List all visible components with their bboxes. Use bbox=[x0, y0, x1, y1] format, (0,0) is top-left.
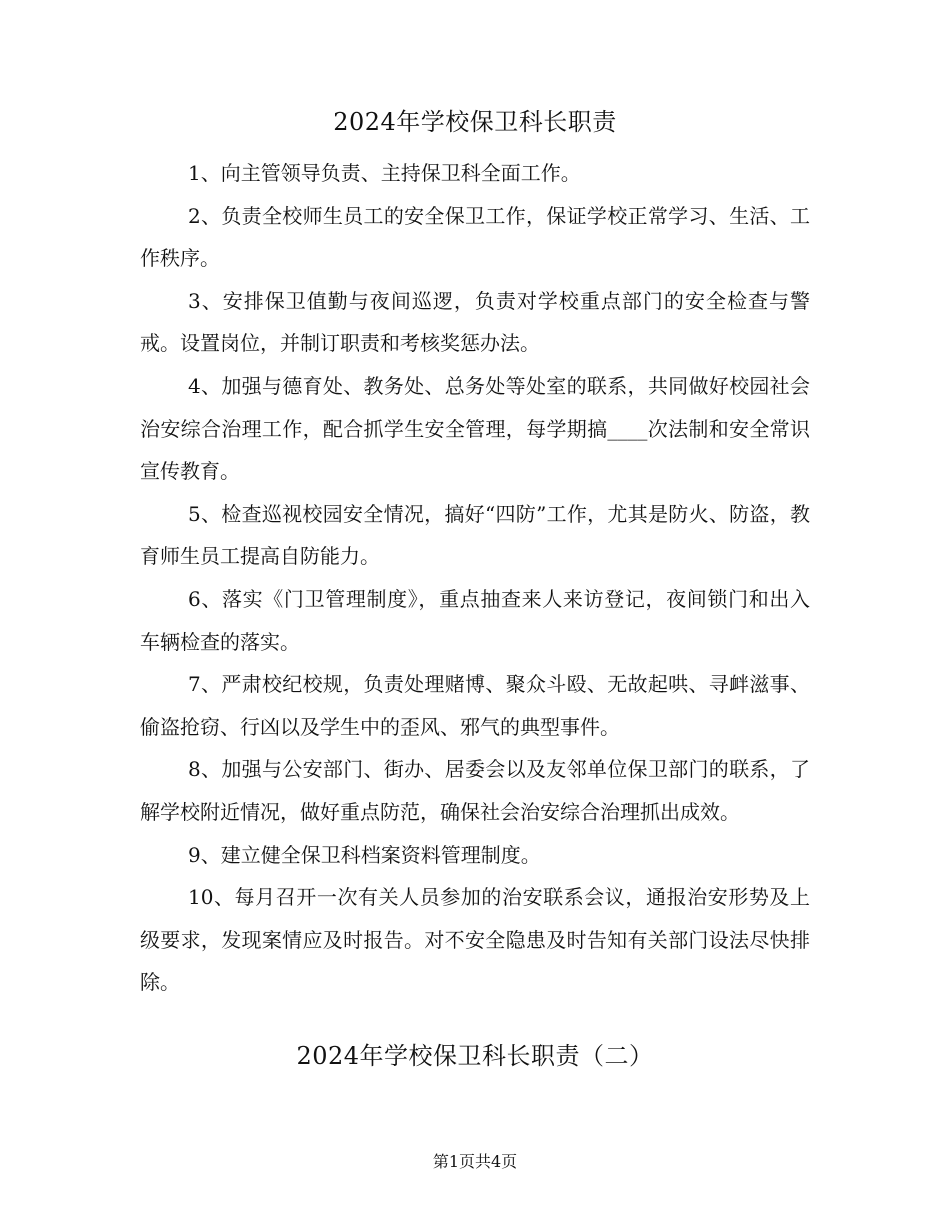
paragraph-1: 1、向主管领导负责、主持保卫科全面工作。 bbox=[188, 161, 581, 185]
page-number: 第1页共4页 bbox=[432, 1152, 518, 1171]
document-body bbox=[140, 152, 810, 1004]
paragraph-10: 10、每月召开一次有关人员参加的治安联系会议，通报治安形势及上级要求，发现案情应及时报告。对不安全隐患及时告知有关部门设法尽快排除。 bbox=[140, 885, 810, 995]
section-title: 2024年学校保卫科长职责（二） bbox=[296, 1042, 654, 1070]
paragraph-2: 2、负责全校师生员工的安全保卫工作，保证学校正常学习、生活、工作秩序。 bbox=[140, 203, 810, 271]
paragraph-6: 6、落实《门卫管理制度》，重点抽查来人来访登记，夜间锁门和出入车辆检查的落实。 bbox=[140, 586, 810, 654]
paragraph-5: 5、检查巡视校园安全情况，搞好“四防”工作，尤其是防火、防盗，教育师生员工提高自防能力。 bbox=[140, 501, 810, 569]
paragraph-4: 4、加强与德育处、教务处、总务处等处室的联系，共同做好校园社会治安综合治理工作，配合抓学生安全管理，每学期搞____次法制和安全常识宣传教育。 bbox=[140, 373, 810, 484]
paragraph-7: 7、严肃校纪校规，负责处理赌博、聚众斗殴、无故起哄、寻衅滋事、偷盗抢窃、行凶以及学生中的歪风、邪气的典型事件。 bbox=[140, 672, 810, 739]
paragraph-9: 9、建立健全保卫科档案资料管理制度。 bbox=[188, 842, 541, 867]
paragraph-3: 3、安排保卫值勤与夜间巡逻，负责对学校重点部门的安全检查与警戒。设置岗位，并制订职责和考核奖惩办法。 bbox=[140, 288, 810, 356]
page-title: 2024年学校保卫科长职责 bbox=[333, 108, 617, 136]
paragraph-8: 8、加强与公安部门、街办、居委会以及友邻单位保卫部门的联系，了解学校附近情况，做好重点防范，确保社会治安综合治理抓出成效。 bbox=[140, 757, 810, 824]
